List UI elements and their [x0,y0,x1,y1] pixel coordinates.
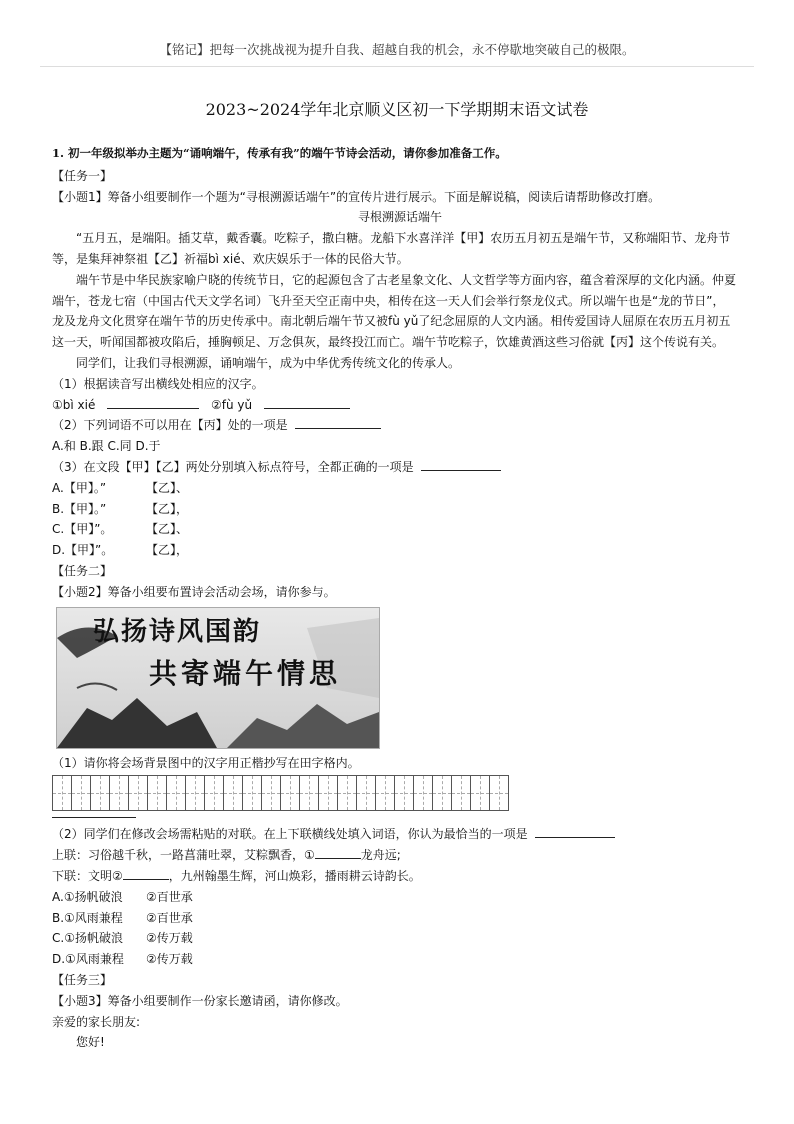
essay-para3: 同学们，让我们寻根溯源，诵响端午，成为中华优秀传统文化的传承人。 [76,355,461,370]
header-motto: 【铭记】把每一次挑战视为提升自我、超越自我的机会，永不停歇地突破自己的极限。 [159,42,635,57]
q2-2-option [52,949,748,970]
tianzige-cell[interactable] [394,775,413,811]
q2-1-prompt: （1）请你将会场背景图中的汉字用正楷抄写在田字格内。 [52,755,360,770]
couplet-upper-start: 上联：习俗越千秋，一路菖蒲吐翠，艾粽飘香，① [52,848,315,863]
option-a-1: A.①扬帆破浪 [52,889,123,904]
page-title: 2023~2024学年北京顺义区初一下学期期末语文试卷 [205,100,589,119]
answer-blank-q2-2[interactable] [535,824,615,838]
tianzige-cell[interactable] [185,775,204,811]
essay-title: 寻根溯源话端午 [357,210,442,225]
calligraphy-line-1: 弘扬诗风国韵 [93,616,262,647]
tianzige-cell[interactable] [204,775,223,811]
couplet-upper-end: 龙舟远; [360,848,401,863]
tianzige-cell[interactable] [451,775,470,811]
tianzige-cell[interactable] [261,775,280,811]
q2-2-option [52,887,748,908]
tianzige-cell[interactable] [147,775,166,811]
tianzige-cell[interactable] [166,775,185,811]
option-a-jia: A.【甲】。” [52,480,107,495]
tianzige-cell[interactable] [470,775,489,811]
answer-underline[interactable] [52,817,136,818]
tianzige-cell[interactable] [432,775,451,811]
couplet-blank-1[interactable] [315,845,361,859]
tianzige-cell[interactable] [337,775,356,811]
q2-2-option [52,928,748,949]
essay-para2-line2: 端午，苍龙七宿（中国古代天文学名词）飞升至天空正南中央，相传在这一天人们会举行祭龙仪式。所以端午也是“龙的节日”， [52,293,725,308]
answer-blank-1[interactable] [107,395,199,409]
option-a-2: ②百世承 [146,889,193,904]
option-d-1: D.①风雨兼程 [52,952,124,967]
tianzige-cell[interactable] [375,775,394,811]
q1-2-options: A.和 B.跟 C.同 D.于 [52,439,161,454]
tianzige-cell[interactable] [90,775,109,811]
tianzige-cell[interactable] [52,775,71,811]
task3-heading: 【任务三】 [52,972,113,987]
task1-heading: 【任务一】 [52,168,113,183]
essay-para2-line3: 龙及龙舟文化贯穿在端午节的历史传承中。南北朝后端午节又被fù yǔ了纪念屈原的人文内涵。相传爱国诗人屈原在农历五月初五 [52,314,731,329]
couplet-lower-end: ，九州翰墨生辉，河山焕彩，播雨耕云诗韵长。 [168,868,421,883]
q1-2-prompt: （2）下列词语不可以用在【丙】处的一项是 [52,418,288,433]
option-b-yi: 【乙】， [146,501,189,516]
option-c-jia: C.【甲】”。 [52,522,113,537]
tianzige-cell[interactable] [413,775,432,811]
q1-3-prompt: （3）在文段【甲】【乙】两处分别填入标点符号，全都正确的一项是 [52,459,414,474]
sub3-intro: 【小题3】筹备小组要制作一份家长邀请函，请你修改。 [52,993,348,1008]
essay-para2-line1: 端午节是中华民族家喻户晓的传统节日，它的起源包含了古老星象文化、人文哲学等方面内容，蕴含着深厚的文化内涵。仲夏 [76,272,737,287]
exam-content [52,143,748,1053]
tianzige-cell[interactable] [489,775,509,811]
pinyin-2: ②fù yǔ [211,397,253,412]
tianzige-grid[interactable] [52,775,748,811]
tianzige-cell[interactable] [128,775,147,811]
q1-3-option [52,540,748,561]
pinyin-1: ①bì xié [52,397,96,412]
answer-blank-2[interactable] [264,395,350,409]
essay-para1-line1: “五月五，是端阳。插艾草，戴香囊。吃粽子，撒白糖。龙船下水喜洋洋【甲】农历五月初五是端午节，又称端阳节、龙舟节 [76,231,731,246]
q1-3-option [52,519,748,540]
option-c-yi: 【乙】、 [146,522,189,537]
header-divider [40,66,754,67]
q1-3-option [52,478,748,499]
essay-para2-line4: 这一天，听闻国都被攻陷后，捶胸顿足、万念俱灰，最终投江而亡。端午节吃粽子，饮雄黄酒这些习俗就【丙】这个传说有关。 [52,335,725,350]
calligraphy-line-2: 共寄端午情思 [149,656,342,690]
tianzige-cell[interactable] [242,775,261,811]
pinyin-row [52,395,748,416]
q1-1-prompt: （1）根据读音写出横线处相应的汉字。 [52,376,264,391]
sub2-intro: 【小题2】筹备小组要布置诗会活动会场，请你参与。 [52,584,336,599]
essay-para1-line2: 等，是集拜神祭祖【乙】祈福bì xié、欢庆娱乐于一体的民俗大节。 [52,251,409,266]
tianzige-cell[interactable] [71,775,90,811]
option-b-1: B.①风雨兼程 [52,910,123,925]
tianzige-cell[interactable] [109,775,128,811]
letter-greeting: 您好! [76,1035,105,1050]
tianzige-cell[interactable] [356,775,375,811]
question-1-intro: 1. 初一年级拟举办主题为“诵响端午，传承有我”的端午节诗会活动，请你参加准备工作。 [52,146,507,160]
venue-background-image [56,607,380,749]
option-a-yi: 【乙】、 [146,480,189,495]
option-d-jia: D.【甲】”。 [52,543,114,558]
letter-salutation: 亲爱的家长朋友: [52,1014,141,1029]
sub1-intro: 【小题1】筹备小组要制作一个题为“寻根溯源话端午”的宣传片进行展示。下面是解说稿，阅读后请帮助修改打磨。 [52,189,661,204]
q2-2-option [52,908,748,929]
option-c-2: ②传万载 [146,931,193,946]
option-d-2: ②传万载 [146,952,193,967]
option-b-jia: B.【甲】。” [52,501,107,516]
tianzige-cell[interactable] [299,775,318,811]
tianzige-cell[interactable] [280,775,299,811]
task2-heading: 【任务二】 [52,563,113,578]
tianzige-cell[interactable] [318,775,337,811]
q2-2-prompt: （2）同学们在修改会场需粘贴的对联。在上下联横线处填入词语，你认为最恰当的一项是 [52,827,528,842]
option-c-1: C.①扬帆破浪 [52,931,123,946]
tianzige-cell[interactable] [223,775,242,811]
couplet-lower-start: 下联：文明② [52,868,123,883]
answer-blank-q1-2[interactable] [295,415,381,429]
q1-3-option [52,499,748,520]
answer-blank-q1-3[interactable] [421,457,501,471]
option-b-2: ②百世承 [146,910,193,925]
option-d-yi: 【乙】， [146,543,189,558]
couplet-blank-2[interactable] [123,866,169,880]
